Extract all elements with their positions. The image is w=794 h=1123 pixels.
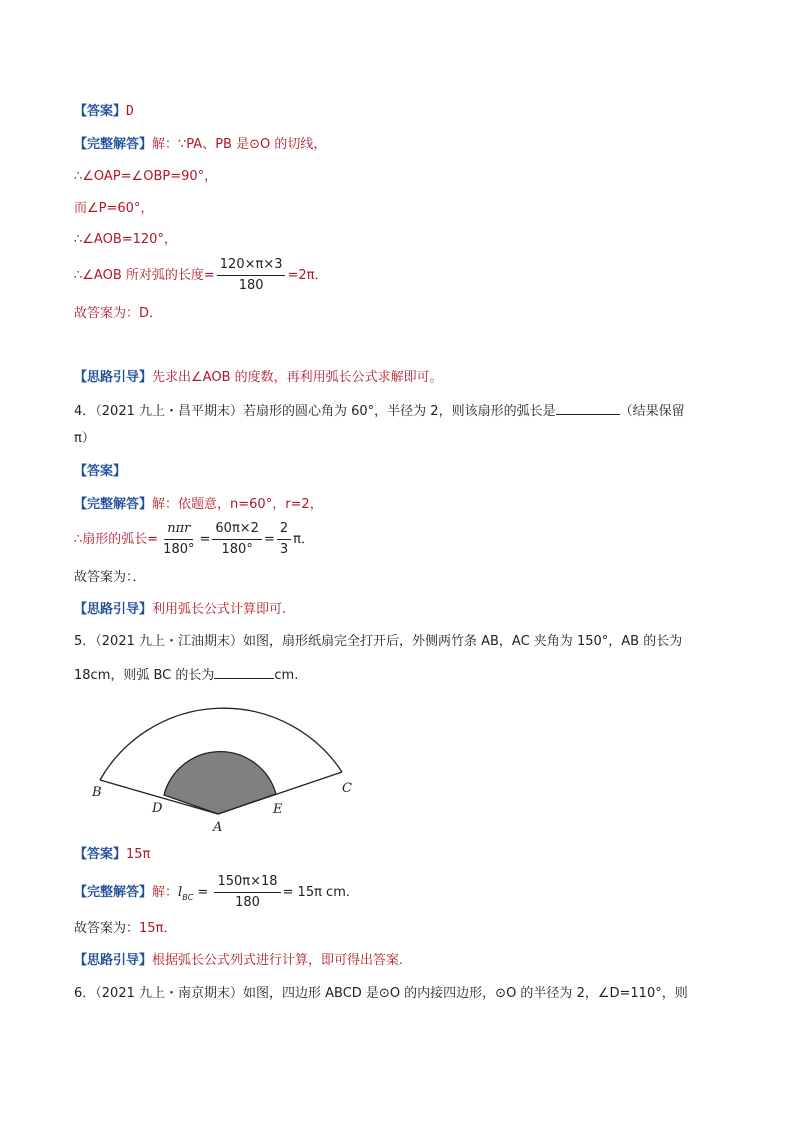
q5-answer-line: [74, 846, 150, 864]
q3-step1: ∴∠OAP=∠OBP=90°，: [74, 169, 218, 184]
q4-question-line2: π）: [74, 431, 95, 446]
q3-solution-line: [74, 136, 326, 154]
label-d: D: [152, 801, 163, 816]
fraction-2: [212, 521, 262, 558]
q5-question-prefix: 18cm，则弧 BC 的长为: [74, 668, 215, 683]
fraction-numerator: 150π×18: [214, 874, 280, 893]
step4-fraction: [217, 257, 286, 294]
q3-conclusion: 故答案为：D．: [74, 306, 163, 321]
arc-length-fraction: [214, 874, 280, 911]
arc-length-symbol: l: [178, 885, 183, 900]
result: = 15π cm.: [282, 885, 351, 900]
step4-suffix: =2π．: [287, 268, 328, 283]
formula-prefix: ∴扇形的弧长=: [74, 532, 159, 547]
answer-blank: [214, 665, 274, 679]
q6-question-line1: 6．（2021 九上・南京期末）如图，四边形 ABCD 是⊙O 的内接四边形，⊙O 的半径为 2，∠D=110°，则: [74, 986, 688, 1001]
q4-formula: ∴扇形的弧长= $\frac{\text{nπr}}{180^\circ}$ = $\frac{60\pi\times 2}{180^\circ}$ = $\frac{2}{3}$ π．: [74, 521, 314, 557]
step4-denominator: 180: [238, 278, 264, 293]
q4-question-end: （结果保留: [619, 404, 685, 419]
label-b: B: [92, 785, 102, 800]
step4-prefix: ∴∠AOB 所对弧的长度=: [74, 268, 215, 283]
q4-hint-line: [74, 601, 286, 619]
conclusion-value: 15π．: [139, 921, 177, 936]
q4-conclusion: 故答案为：．: [74, 570, 146, 585]
label-a: A: [213, 820, 223, 835]
label-c: C: [342, 781, 352, 796]
solution-prefix: 解：: [152, 885, 179, 900]
q3-hint-line: [74, 369, 443, 387]
fraction-2-numerator: 60π×2: [212, 521, 262, 540]
label-e: E: [273, 802, 283, 817]
answer-value: 15π: [126, 847, 151, 862]
q5-question-suffix: cm.: [274, 668, 299, 683]
q3-step4: [74, 257, 327, 294]
fan-inner-shaded-region: [164, 752, 276, 814]
solution-tag: 【完整解答】: [74, 137, 153, 152]
answer-tag: 【答案】: [74, 104, 127, 119]
hint-text: 利用弧长公式计算即可.: [152, 602, 287, 617]
hint-tag: 【思路引导】: [74, 953, 153, 968]
conclusion-prefix: 故答案为：: [74, 921, 140, 936]
q5-question-line1: 5．（2021 九上・江油期末）如图，扇形纸扇完全打开后，外侧两竹条 AB，AC 夹角为 150°，AB 的长为: [74, 634, 683, 649]
solution-tag: 【完整解答】: [74, 497, 153, 512]
q5-hint-line: [74, 952, 403, 970]
q3-step3: ∴∠AOB=120°，: [74, 232, 177, 247]
answer-tag: 【答案】: [74, 464, 127, 479]
q5-conclusion: [74, 920, 176, 938]
answer-value: D: [126, 104, 134, 119]
hint-tag: 【思路引导】: [74, 602, 153, 617]
answer-tag: 【答案】: [74, 847, 127, 862]
fraction-3-denominator: 3: [279, 542, 289, 557]
arc-length-subscript: BC: [182, 893, 194, 902]
step4-numerator: 120×π×3: [217, 257, 286, 276]
folding-fan-figure: [80, 692, 370, 840]
q3-answer-line: [74, 103, 134, 121]
q4-question-line1: [74, 401, 685, 421]
hint-text: 根据弧长公式列式进行计算，即可得出答案.: [152, 953, 404, 968]
solution-tag: 【完整解答】: [74, 885, 153, 900]
hint-text: 先求出∠AOB 的度数，再利用弧长公式求解即可。: [152, 370, 443, 385]
answer-blank: [556, 401, 620, 415]
fraction-1-numerator: nπr: [164, 521, 193, 540]
q4-question-text: 4．（2021 九上・昌平期末）若扇形的圆心角为 60°，半径为 2，则该扇形的弧长是: [74, 404, 556, 419]
fraction-2-denominator: 180°: [221, 542, 253, 557]
solution-intro: 解：依题意，n=60°，r=2，: [152, 497, 323, 512]
q4-solution-line: [74, 496, 323, 514]
q3-step2: 而∠P=60°，: [74, 201, 154, 216]
fraction-1: [160, 521, 197, 558]
q4-answer-line: [74, 463, 126, 481]
q5-question-line2: [74, 665, 298, 685]
fraction-3: [277, 521, 291, 558]
hint-tag: 【思路引导】: [74, 370, 153, 385]
q5-solution-line: 【完整解答】解：$l_{BC}$ = $\frac{150\pi\times 18}{180}$ = 15π cm.: [74, 874, 351, 910]
fraction-3-numerator: 2: [277, 521, 291, 540]
fraction-1-denominator: 180°: [163, 542, 195, 557]
solution-intro: 解：∵PA、PB 是⊙O 的切线，: [152, 137, 327, 152]
fraction-denominator: 180: [235, 895, 260, 910]
formula-suffix: π．: [293, 532, 314, 547]
